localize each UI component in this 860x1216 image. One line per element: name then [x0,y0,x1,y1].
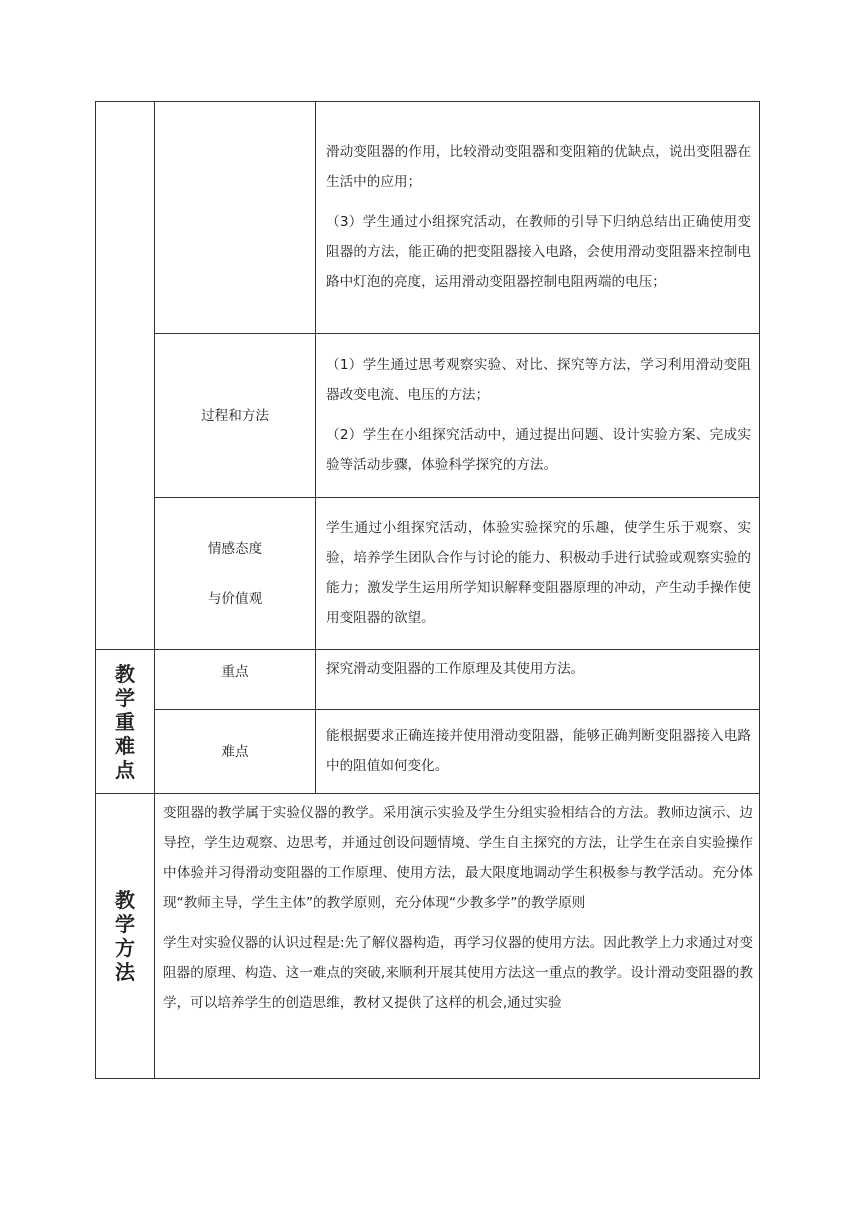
knowledge-label-cell [155,102,316,334]
knowledge-goal-text-1: 滑动变阻器的作用，比较滑动变阻器和变阻箱的优缺点，说出变阻器在生活中的应用； [326,143,751,190]
key-point-label-cell [155,650,316,710]
emotion-label-line2: 与价值观 [207,590,263,607]
method-paragraph-1: 变阻器的教学属于实验仪器的教学。采用演示实验及学生分组实验相结合的方法。教师边演示、边导控，学生边观察、边思考，并通过创设问题情境、学生自主探究的方法，让学生在亲自实验操作中体验并习得滑动变阻器的工作原理、使用方法，最大限度地调动学生积极参与教学活动。充分体现“教师主导，学生主体”的教学原则，充分体现“少教多学”的教学原则 [163,805,753,911]
method-paragraph-2: 学生对实验仪器的认识过程是:先了解仪器构造，再学习仪器的使用方法。因此教学上力求通过对变阻器的原理、构造、这一难点的突破,来顺利开展其使用方法这一重点的教学。设计滑动变阻器的教学，可以培养学生的创造思维，教材又提供了这样的机会,通过实验 [163,935,753,1011]
method-title-char-2: 学 [115,912,135,936]
key-points-title-char-4: 难 [115,733,135,758]
method-title-cell [96,794,155,1079]
knowledge-goal-row [96,102,760,334]
method-title-char-4: 法 [115,960,135,984]
emotion-goal-row [96,498,760,650]
method-title-char-3: 方 [115,936,135,960]
key-points-title [96,662,154,782]
method-title [96,888,154,984]
key-point-row [96,650,760,710]
key-points-title-char-1: 教 [115,661,135,686]
key-point-cell [316,650,760,710]
difficult-point-cell [316,710,760,794]
key-point-label: 重点 [221,664,249,680]
lesson-plan-table [95,101,760,1079]
key-point-text: 探究滑动变阻器的工作原理及其使用方法。 [326,661,585,677]
difficult-point-label-cell [155,710,316,794]
method-title-char-1: 教 [115,888,135,912]
knowledge-goal-text-2: （3）学生通过小组探究活动，在教师的引导下归纳总结出正确使用变阻器的方法，能正确的把变阻器接入电路，会使用滑动变阻器来控制电路中灯泡的亮度，运用滑动变阻器控制电阻两端的电压； [326,213,751,290]
difficult-point-text: 能根据要求正确连接并使用滑动变阻器，能够正确判断变阻器接入电路中的阻值如何变化。 [326,727,751,774]
method-content-cell [155,794,760,1079]
process-goal-cell [316,334,760,498]
process-goal-text-1: （1）学生通过思考观察实验、对比、探究等方法，学习利用滑动变阻器改变电流、电压的方法； [326,356,751,403]
key-points-title-char-2: 学 [115,685,135,710]
process-goal-row [96,334,760,498]
process-goal-text-2: （2）学生在小组探究活动中，通过提出问题、设计实验方案、完成实验等活动步骤，体验科学探究的方法。 [326,426,751,473]
difficult-point-row [96,710,760,794]
key-points-title-char-5: 点 [115,757,135,782]
emotion-label-line1: 情感态度 [207,540,263,557]
method-row [96,794,760,1079]
process-label-cell [155,334,316,498]
emotion-label-cell [155,498,316,650]
emotion-goal-cell [316,498,760,650]
key-points-title-cell [96,650,155,794]
difficult-point-label: 难点 [221,743,249,760]
process-label: 过程和方法 [201,407,269,424]
knowledge-goal-cell [316,102,760,334]
emotion-goal-text: 学生通过小组探究活动，体验实验探究的乐趣，使学生乐于观察、实验，培养学生团队合作与讨论的能力、积极动手进行试验或观察实验的能力；激发学生运用所学知识解释变阻器原理的冲动，产生动手操作使用变阻器的欲望。 [326,519,751,626]
goals-category-cell [96,102,155,650]
key-points-title-char-3: 重 [115,709,135,734]
